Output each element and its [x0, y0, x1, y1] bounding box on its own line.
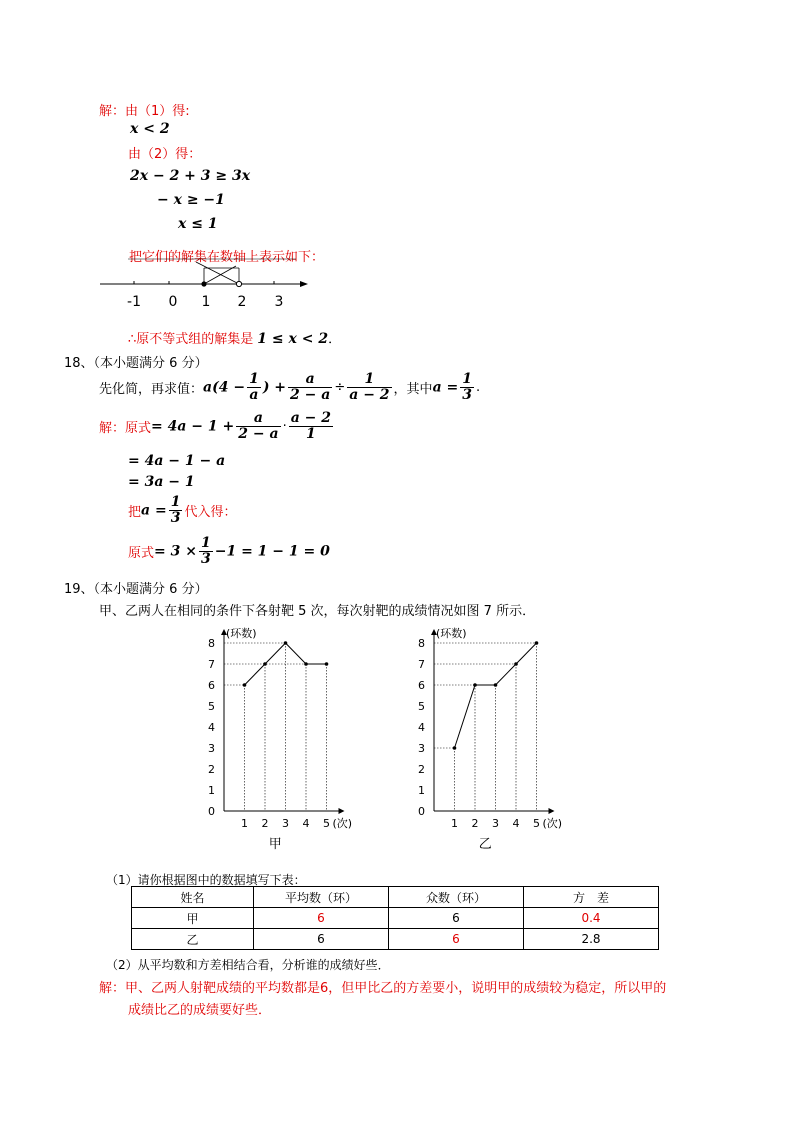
p19-header: 19、（本小题满分 6 分） [64, 582, 208, 597]
chart-title: 甲 [268, 837, 282, 852]
table-row [132, 929, 659, 950]
table-cell-mode: 6 [389, 929, 524, 950]
x-tick-label: 5 [323, 817, 330, 830]
tick-label: 2 [237, 294, 247, 310]
y-tick-label: 4 [208, 721, 215, 734]
p18-prompt-suffix: ，其中 [393, 382, 433, 397]
table-header-cell: 姓名 [132, 887, 254, 908]
chart-yi [405, 622, 595, 854]
table-cell-mean: 6 [254, 929, 389, 950]
p18-header: 18、（本小题满分 6 分） [64, 356, 208, 371]
p19-intro: 甲、乙两人在相同的条件下各射靶 5 次，每次射靶的成绩情况如图 7 所示． [99, 604, 536, 619]
data-point [535, 641, 539, 645]
p18-solution-label: 解：原式 [99, 421, 152, 436]
table-header-cell: 方 差 [524, 887, 659, 908]
x-tick-label: 2 [471, 817, 479, 830]
y-axis-label: (环数) [436, 627, 467, 640]
x-tick-label: 4 [302, 817, 310, 830]
y-tick-label: 0 [418, 805, 425, 818]
p19-q1: （1）请你根据图中的数据填写下表： [106, 873, 306, 887]
data-point [263, 662, 267, 666]
y-tick-label: 2 [418, 763, 425, 776]
p19-answer-line1: 解：甲、乙两人射靶成绩的平均数都是6，但甲比乙的方差要小，说明甲的成绩较为稳定，所以甲的 [99, 981, 667, 996]
table-cell-mode: 6 [389, 908, 524, 929]
data-point [243, 683, 247, 687]
closed-endpoint [201, 281, 206, 286]
data-point [473, 683, 477, 687]
x-axis-label: (次) [542, 817, 563, 830]
p18-solution-line3: = 3a − 1 [128, 474, 195, 490]
table-cell-mean: 6 [254, 908, 389, 929]
p19-answer-line2: 成绩比乙的成绩要好些． [128, 1003, 272, 1018]
chart-jia [195, 622, 385, 854]
x-tick-label: 3 [282, 817, 289, 830]
number-line [96, 256, 316, 316]
table-header-cell: 平均数（环） [254, 887, 389, 908]
x-tick-label: 1 [451, 817, 458, 830]
table-row [132, 908, 659, 929]
p17-step3: x ≤ 1 [178, 216, 218, 232]
p18-substitute: 把a = $\frac{1}{3}$ 代入得： [128, 494, 237, 526]
data-point [494, 683, 498, 687]
p17-solution-label: 解：由（1）得: [99, 104, 190, 119]
data-point [325, 662, 329, 666]
y-tick-label: 3 [208, 742, 215, 755]
data-point [453, 746, 457, 750]
x-axis-arrow [549, 808, 555, 814]
x-axis-arrow [339, 808, 345, 814]
table-cell-name: 乙 [132, 929, 254, 950]
x-tick-label: 5 [533, 817, 540, 830]
x-tick-label: 2 [261, 817, 269, 830]
data-point [284, 641, 288, 645]
p18-final: 原式= 3 × $\frac{1}{3}$ −1 = 1 − 1 = 0 [128, 535, 330, 567]
p18-prompt-prefix: 先化简，再求值： [99, 382, 204, 397]
y-axis-label: (环数) [226, 627, 257, 640]
p17-step2: − x ≥ −1 [157, 192, 225, 208]
p18-solution-line2: = 4a − 1 − a [128, 453, 226, 469]
sub-suffix: 代入得： [184, 505, 237, 520]
table-cell-variance: 2.8 [524, 929, 659, 950]
p17-conclusion: ∴原不等式组的解集是 1 ≤ x < 2． [128, 331, 342, 347]
y-tick-label: 6 [208, 679, 215, 692]
table-cell-name: 甲 [132, 908, 254, 929]
tick-label: 3 [274, 294, 284, 310]
y-tick-label: 7 [208, 658, 215, 671]
numberline-caption: 把它们的解集在数轴上表示如下： [129, 250, 325, 265]
final-result: −1 = 1 − 1 = 0 [214, 543, 330, 560]
tick-label: -1 [127, 294, 141, 310]
tick-label: 0 [168, 294, 178, 310]
data-point [304, 662, 308, 666]
p18-solution-line1: 解：原式= 4a − 1 + $\frac{a}{2 - a}$ · $\frac{a - 2}{1}$ [99, 410, 331, 442]
y-tick-label: 8 [418, 637, 425, 650]
open-endpoint [236, 281, 241, 286]
conclusion-text: ∴原不等式组的解集是 [128, 332, 254, 347]
stats-table [131, 886, 659, 950]
p19-q2: （2）从平均数和方差相结合看，分析谁的成绩好些． [106, 958, 390, 972]
y-tick-label: 4 [418, 721, 425, 734]
final-label: 原式 [128, 546, 155, 561]
p18-prompt: 先化简，再求值：a(4 − $\frac{1}{a}$ ) + $\frac{a}{2 - a}$ ÷ $\frac{1}{a - 2}$ ，其中a = $\frac{1}{3}$ . [99, 371, 481, 403]
p17-step1: 2x − 2 + 3 ≥ 3x [130, 168, 251, 184]
y-tick-label: 1 [418, 784, 425, 797]
table-header-row [132, 887, 659, 908]
y-tick-label: 7 [418, 658, 425, 671]
y-tick-label: 3 [418, 742, 425, 755]
axis-arrow [300, 281, 308, 287]
p17-ineq1: x < 2 [130, 121, 170, 137]
conclusion-math: 1 ≤ x < 2 [257, 331, 329, 347]
table-cell-variance: 0.4 [524, 908, 659, 929]
y-tick-label: 8 [208, 637, 215, 650]
x-tick-label: 4 [512, 817, 520, 830]
sub-prefix: 把 [128, 505, 142, 520]
chart-title: 乙 [478, 837, 492, 852]
table-header-cell: 众数（环） [389, 887, 524, 908]
y-tick-label: 2 [208, 763, 215, 776]
pointer-line [196, 262, 239, 284]
data-point [514, 662, 518, 666]
x-tick-label: 1 [241, 817, 248, 830]
y-tick-label: 6 [418, 679, 425, 692]
y-tick-label: 5 [208, 700, 215, 713]
x-tick-label: 3 [492, 817, 499, 830]
tick-label: 1 [201, 294, 211, 310]
y-tick-label: 0 [208, 805, 215, 818]
x-axis-label: (次) [332, 817, 353, 830]
y-tick-label: 5 [418, 700, 425, 713]
p17-from2-label: 由（2）得： [128, 147, 202, 162]
y-tick-label: 1 [208, 784, 215, 797]
